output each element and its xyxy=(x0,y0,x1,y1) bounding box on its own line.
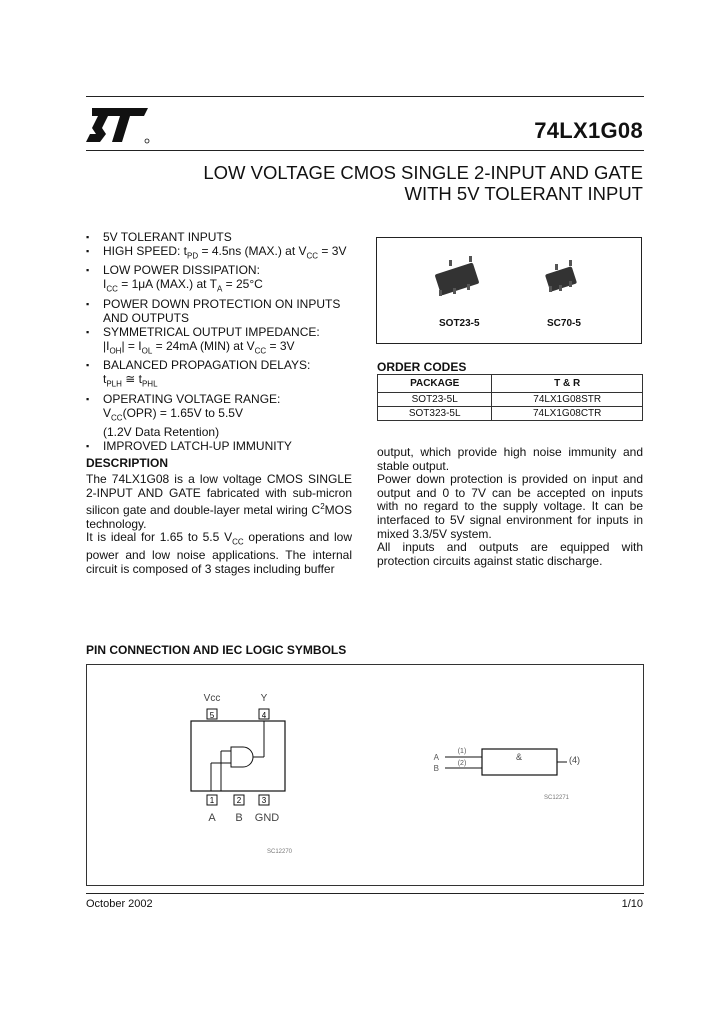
feature-text: IMPROVED LATCH-UP IMMUNITY xyxy=(103,438,292,453)
feature-text: AND OUTPUTS xyxy=(103,310,190,325)
description-right-column xyxy=(377,446,643,568)
feature-text: CC xyxy=(254,346,267,356)
feature-text: (OPR) = 1.65V to 5.5V xyxy=(122,405,243,420)
description-paragraph: All inputs and outputs are equipped with protection circuits against static discharge. xyxy=(377,540,643,568)
bullet-icon: ▪ xyxy=(86,232,90,242)
pin-label: B xyxy=(235,812,243,824)
description-text: The 74LX1G08 is a low voltage CMOS SINGLE 2-INPUT AND GATE fabricated with sub-micron silicon gate and double-layer metal wiring C xyxy=(86,472,352,518)
feature-text: PD xyxy=(187,251,199,261)
subtitle-line-2: WITH 5V TOLERANT INPUT xyxy=(404,183,643,204)
part-number: 74LX1G08 xyxy=(534,118,643,143)
sc70-pin xyxy=(559,285,562,291)
feature-text: = 1μA (MAX.) at T xyxy=(117,277,217,292)
order-header-package: PACKAGE xyxy=(378,375,492,393)
pin-number: 5 xyxy=(209,711,215,720)
description-sup: 2 xyxy=(320,502,325,512)
order-header-tr: T & R xyxy=(492,375,643,393)
sot23-pin xyxy=(467,284,470,290)
sot23-pin xyxy=(469,256,472,262)
feature-item xyxy=(82,406,372,425)
sc70-pin xyxy=(569,260,572,266)
feature-text: SYMMETRICAL OUTPUT IMPEDANCE: xyxy=(103,324,320,339)
pin-section-heading: PIN CONNECTION AND IEC LOGIC SYMBOLS xyxy=(86,643,347,657)
feature-text: CC xyxy=(106,284,118,294)
bullet-icon: ▪ xyxy=(86,298,90,309)
description-heading: DESCRIPTION xyxy=(86,456,169,470)
pin-diagram xyxy=(87,665,643,885)
iec-symbol: & xyxy=(515,752,523,762)
order-cell: 74LX1G08STR xyxy=(492,393,643,407)
pin-label: A xyxy=(208,812,216,824)
iec-input-pin: (1) xyxy=(457,748,467,755)
feature-text: POWER DOWN PROTECTION ON INPUTS xyxy=(103,296,341,311)
sc70-pin xyxy=(555,264,558,270)
feature-item xyxy=(82,244,372,263)
feature-text: LOW POWER DISSIPATION: xyxy=(103,263,260,278)
iec-logic-symbol xyxy=(434,748,580,801)
feature-text: CC xyxy=(111,412,123,422)
description-left-column xyxy=(86,473,352,577)
feature-text: (1.2V Data Retention) xyxy=(103,424,220,439)
bullet-icon: ▪ xyxy=(86,440,90,451)
footer-page: 1/10 xyxy=(621,898,643,910)
iec-input-letter: B xyxy=(433,764,439,773)
feature-item xyxy=(82,230,372,244)
feature-text: | = I xyxy=(121,338,142,353)
description-paragraph xyxy=(86,473,352,531)
feature-text: 5V TOLERANT INPUTS xyxy=(103,230,232,244)
order-cell: SOT23-5L xyxy=(378,393,492,407)
package-outline xyxy=(191,721,285,791)
feature-text: I xyxy=(103,277,107,292)
order-codes-title: ORDER CODES xyxy=(377,360,467,374)
figure-code: SC12270 xyxy=(267,849,293,855)
title-rule xyxy=(86,150,644,151)
feature-text: = 3V xyxy=(266,338,295,353)
pin-number: 2 xyxy=(236,796,242,805)
description-text: It is ideal for 1.65 to 5.5 V xyxy=(86,530,233,545)
feature-text: V xyxy=(103,405,112,420)
bullet-icon: ▪ xyxy=(86,265,90,276)
order-cell: 74LX1G08CTR xyxy=(492,407,643,421)
feature-item xyxy=(82,425,372,439)
feature-item xyxy=(82,439,372,453)
feature-item xyxy=(82,372,372,391)
sc70-label: SC70-5 xyxy=(547,318,581,329)
order-cell: SOT323-5L xyxy=(378,407,492,421)
sot23-label: SOT23-5 xyxy=(439,318,480,329)
feature-text: ≅ t xyxy=(121,372,142,387)
subtitle-line-1: LOW VOLTAGE CMOS SINGLE 2-INPUT AND GATE xyxy=(203,162,643,183)
sot23-pin xyxy=(453,288,456,294)
pin-diagram-box xyxy=(86,664,644,886)
bullet-icon: ▪ xyxy=(86,360,90,371)
feature-text: OL xyxy=(141,346,153,356)
feature-list xyxy=(82,230,372,453)
feature-text: BALANCED PROPAGATION DELAYS: xyxy=(103,358,311,373)
description-text: operations and low power and low noise applications. The internal circuit is composed of 3 stages including buffer xyxy=(86,530,352,576)
figure-code: SC12271 xyxy=(544,795,570,801)
footer-date: October 2002 xyxy=(86,898,153,910)
pin-number: 3 xyxy=(261,796,267,805)
st-logo xyxy=(86,104,152,146)
description-sub: CC xyxy=(232,537,244,547)
sc70-pin xyxy=(549,286,552,292)
pin-label: Vcc xyxy=(203,693,221,704)
pin-connection-symbol xyxy=(191,693,293,855)
iec-output-pin: (4) xyxy=(569,755,580,765)
sc70-pin xyxy=(569,281,572,287)
feature-text: PHL xyxy=(141,379,158,389)
bullet-icon: ▪ xyxy=(86,326,90,337)
feature-text: A xyxy=(216,284,223,294)
feature-text: |I xyxy=(103,338,110,353)
and-gate-icon xyxy=(231,747,253,767)
feature-item xyxy=(82,339,372,358)
iec-input-pin: (2) xyxy=(457,760,467,767)
feature-text: HIGH SPEED: t xyxy=(103,244,188,258)
package-box xyxy=(376,237,642,344)
feature-text: = 25°C xyxy=(222,277,263,292)
feature-text: CC xyxy=(306,251,319,261)
pin-label: GND xyxy=(254,812,280,824)
feature-text: OH xyxy=(109,346,122,356)
feature-item xyxy=(82,263,372,277)
feature-item xyxy=(82,392,372,406)
feature-text: PLH xyxy=(106,379,122,389)
sot23-pin xyxy=(439,290,442,296)
feature-item xyxy=(82,325,372,339)
feature-item xyxy=(82,311,372,325)
order-codes-table xyxy=(377,374,643,421)
description-paragraph xyxy=(86,531,352,576)
top-rule xyxy=(86,96,644,97)
sot23-pin xyxy=(449,260,452,266)
feature-text: = 3V xyxy=(318,244,347,258)
table-row xyxy=(378,407,643,421)
feature-text: OPERATING VOLTAGE RANGE: xyxy=(103,391,281,406)
iec-input-letter: A xyxy=(433,753,439,762)
feature-text: t xyxy=(103,372,107,387)
feature-text: = 24mA (MIN) at V xyxy=(152,338,255,353)
bullet-icon: ▪ xyxy=(86,393,90,404)
feature-item xyxy=(82,358,372,372)
table-row xyxy=(378,393,643,407)
footer-rule xyxy=(86,893,644,894)
pin-number: 1 xyxy=(209,796,215,805)
document-subtitle xyxy=(123,162,643,204)
bullet-icon: ▪ xyxy=(86,246,90,256)
description-paragraph: output, which provide high noise immunity and stable output. xyxy=(377,445,643,473)
feature-item xyxy=(82,277,372,296)
description-text: MOS technology. xyxy=(86,503,352,531)
pin-number: 4 xyxy=(261,711,267,720)
description-paragraph: Power down protection is provided on input and output and 0 to 7V can be accepted on inputs with no regard to the supply voltage. It can be interfaced to 5V signal environment for inputs in mixed 3.3/5V system. xyxy=(377,472,643,541)
feature-text: = 4.5ns (MAX.) at V xyxy=(198,244,307,258)
pin-label: Y xyxy=(260,693,268,704)
feature-item xyxy=(82,297,372,311)
